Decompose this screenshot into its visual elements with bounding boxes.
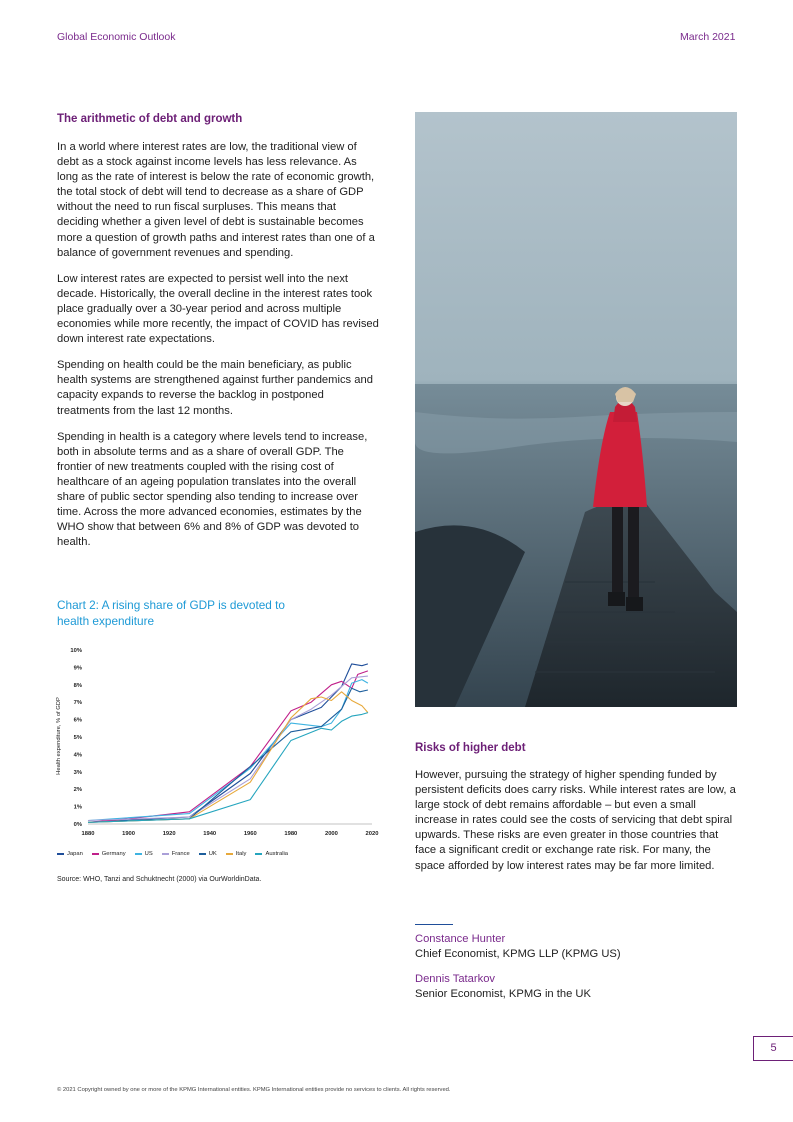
x-tick-label: 1880 [81,831,95,837]
health-expenditure-line-chart [52,640,387,840]
section-body-risks [415,768,740,885]
y-tick-label: 2% [73,787,82,794]
chart-source: Source: WHO, Tanzi and Schuktnecht (2000) via OurWorldinData. [57,876,262,883]
legend-swatch [226,853,233,855]
section-title-debt-growth: The arithmetic of debt and growth [57,113,243,125]
photo-woman-on-pier [415,112,737,707]
paragraph: However, pursuing the strategy of higher spending funded by persistent deficits does carry risks. While interest rates are low, a large stock of debt remains affordable – but even a small increase in rates could see the costs of servicing that debt spiral upwards. These risks are even greater in those countries that face a significant credit or exchange rate risk. For many, the space afforded by low interest rates may be far more limited. [415,769,736,872]
paragraph: Spending on health could be the main beneficiary, as public health systems are strengthened against further pandemics and capacity expands to reverse the backlog in postponed treatments from the last 12 months. [57,359,373,417]
y-tick-label: 8% [73,682,82,689]
legend-swatch [57,853,64,855]
series-line-italy [88,692,368,823]
copyright-footer: © 2021 Copyright owned by one or more of the KPMG International entities. KPMG International entities provide no services to clients. All rights reserved. [57,1087,451,1093]
legend-swatch [162,853,169,855]
author-divider [415,924,453,925]
author-role: Chief Economist, KPMG LLP (KPMG US) [415,948,621,960]
y-tick-label: 1% [73,804,82,811]
paragraph: In a world where interest rates are low, the traditional view of debt as a stock against income levels has less relevance. As long as the rate of interest is below the rate of economic growth, the total stock of debt will tend to decrease as a share of GDP without the need to run fiscal surpluses. This means that deciding whether a given level of debt is sustainable becomes more a question of growth paths and interest rates than one of a balance of government revenues and spending. [57,141,375,259]
y-tick-label: 4% [73,752,82,759]
author-role: Senior Economist, KPMG in the UK [415,988,591,1000]
legend-label: Japan [67,851,83,857]
author-name: Dennis Tatarkov [415,973,496,985]
legend-item-italy [226,851,247,857]
y-axis-label: Health expenditure, % of GDP [56,697,62,775]
y-tick-label: 9% [73,665,82,672]
x-tick-label: 1960 [243,831,257,837]
series-line-germany [88,671,368,822]
y-tick-label: 6% [73,717,82,724]
y-tick-label: 10% [70,648,82,654]
series-line-japan [88,664,368,822]
section-title-risks: Risks of higher debt [415,742,526,754]
legend-swatch [135,853,142,855]
y-tick-label: 5% [73,735,82,741]
y-tick-label: 0% [73,822,82,828]
legend-label: Australia [265,851,289,857]
section-body-debt-growth [57,140,379,561]
author-name: Constance Hunter [415,933,506,945]
y-tick-label: 7% [73,700,82,707]
x-tick-label: 1940 [203,831,217,837]
author-block-1 [415,933,621,960]
x-tick-label: 1900 [122,831,136,837]
x-tick-label: 2020 [365,831,379,837]
paragraph: Spending in health is a category where levels tend to increase, both in absolute terms and as a share of overall GDP. The frontier of new treatments coupled with the rising cost of healthcare of an ageing population translates into the overall share of public sector spending also tending to increase over time. Across the more advanced economies, estimates by the WHO show that between 6% and 8% of GDP was devoted to health. [57,430,368,549]
legend-swatch [92,853,99,855]
x-tick-label: 1980 [284,831,298,837]
legend-label: US [144,851,153,857]
series-line-australia [88,713,368,823]
header-date: March 2021 [680,31,736,43]
legend-item-australia [255,851,288,857]
chart-title-line-2: health expenditure [57,614,155,628]
chart-title [57,597,285,629]
legend-label: UK [208,851,217,857]
page-number: 5 [753,1036,793,1061]
photo-illustration [415,112,737,707]
legend-item-germany [92,851,126,857]
legend-item-japan [57,851,83,857]
legend-item-uk [199,851,217,857]
series-line-uk [88,688,368,822]
legend-swatch [255,853,262,855]
header-report-title: Global Economic Outlook [57,31,176,43]
legend-swatch [199,853,206,855]
legend-label: Germany [101,851,126,857]
legend-label: France [171,851,190,857]
x-tick-labels [82,831,379,837]
y-tick-labels [70,648,82,828]
chart-legend [57,851,288,857]
series-lines [88,664,368,822]
legend-label: Italy [235,851,247,857]
legend-item-france [162,851,190,857]
series-line-us [88,680,368,821]
author-block-2 [415,973,591,1000]
x-tick-label: 2000 [324,831,338,837]
chart-title-line-1: Chart 2: A rising share of GDP is devoted to [57,598,285,612]
legend-item-us [135,851,153,857]
x-tick-label: 1920 [162,831,176,837]
series-line-france [88,676,368,820]
y-tick-label: 3% [73,769,82,776]
paragraph: Low interest rates are expected to persist well into the next decade. Historically, the overall decline in the interest rates took place gradually over a 30-year period and across multiple economies while more recently, the impact of COVID has revised down interest rate expectations. [57,272,379,346]
